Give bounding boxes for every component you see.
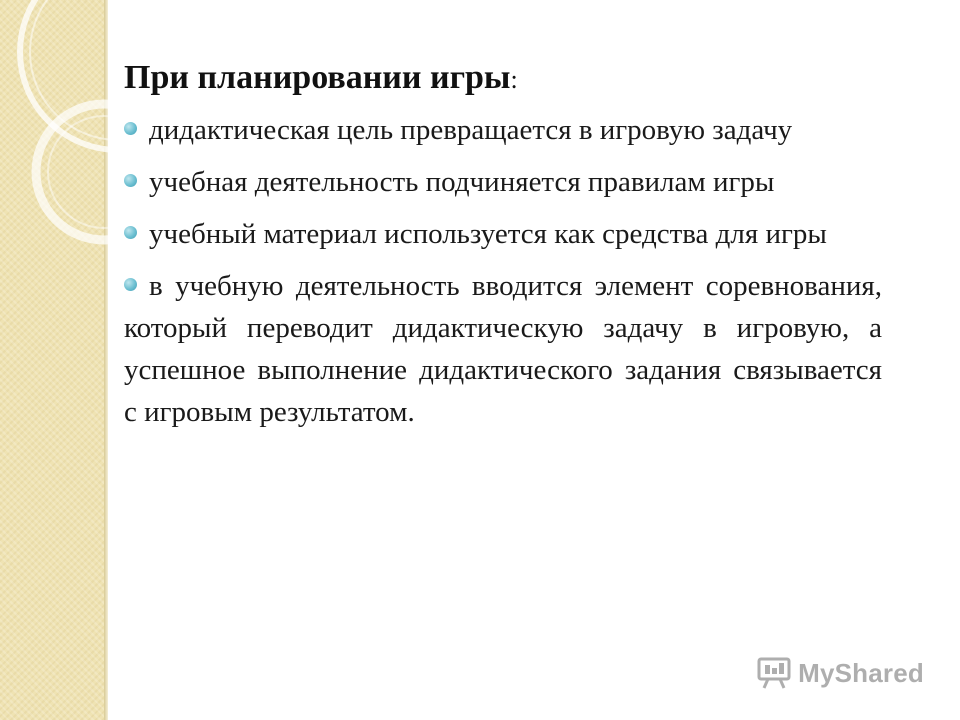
presentation-screen-icon bbox=[756, 656, 792, 690]
bullet-icon bbox=[124, 226, 137, 239]
bullet-icon bbox=[124, 174, 137, 187]
bullet-text: в учебную деятельность вводится элемент соревнования, который переводит дидактическую задачу в игровую, а успешное выполнение дидактического задания связывается с игровым результатом. bbox=[124, 269, 882, 428]
slide-content bbox=[124, 58, 882, 443]
bullet-text: учебная деятельность подчиняется правилам игры bbox=[149, 165, 775, 198]
list-item bbox=[124, 213, 882, 255]
list-item bbox=[124, 109, 882, 151]
list-item bbox=[124, 161, 882, 203]
bullet-list bbox=[124, 109, 882, 433]
title-text: При планировании игры bbox=[124, 59, 511, 96]
list-item bbox=[124, 265, 882, 433]
slide-title bbox=[124, 58, 882, 99]
watermark-text: MyShared bbox=[798, 657, 924, 688]
watermark bbox=[756, 656, 924, 690]
bullet-text: учебный материал используется как средства для игры bbox=[149, 217, 827, 250]
bullet-icon bbox=[124, 278, 137, 291]
bullet-text: дидактическая цель превращается в игровую задачу bbox=[149, 113, 793, 146]
bullet-icon bbox=[124, 122, 137, 135]
title-colon: : bbox=[510, 65, 518, 94]
